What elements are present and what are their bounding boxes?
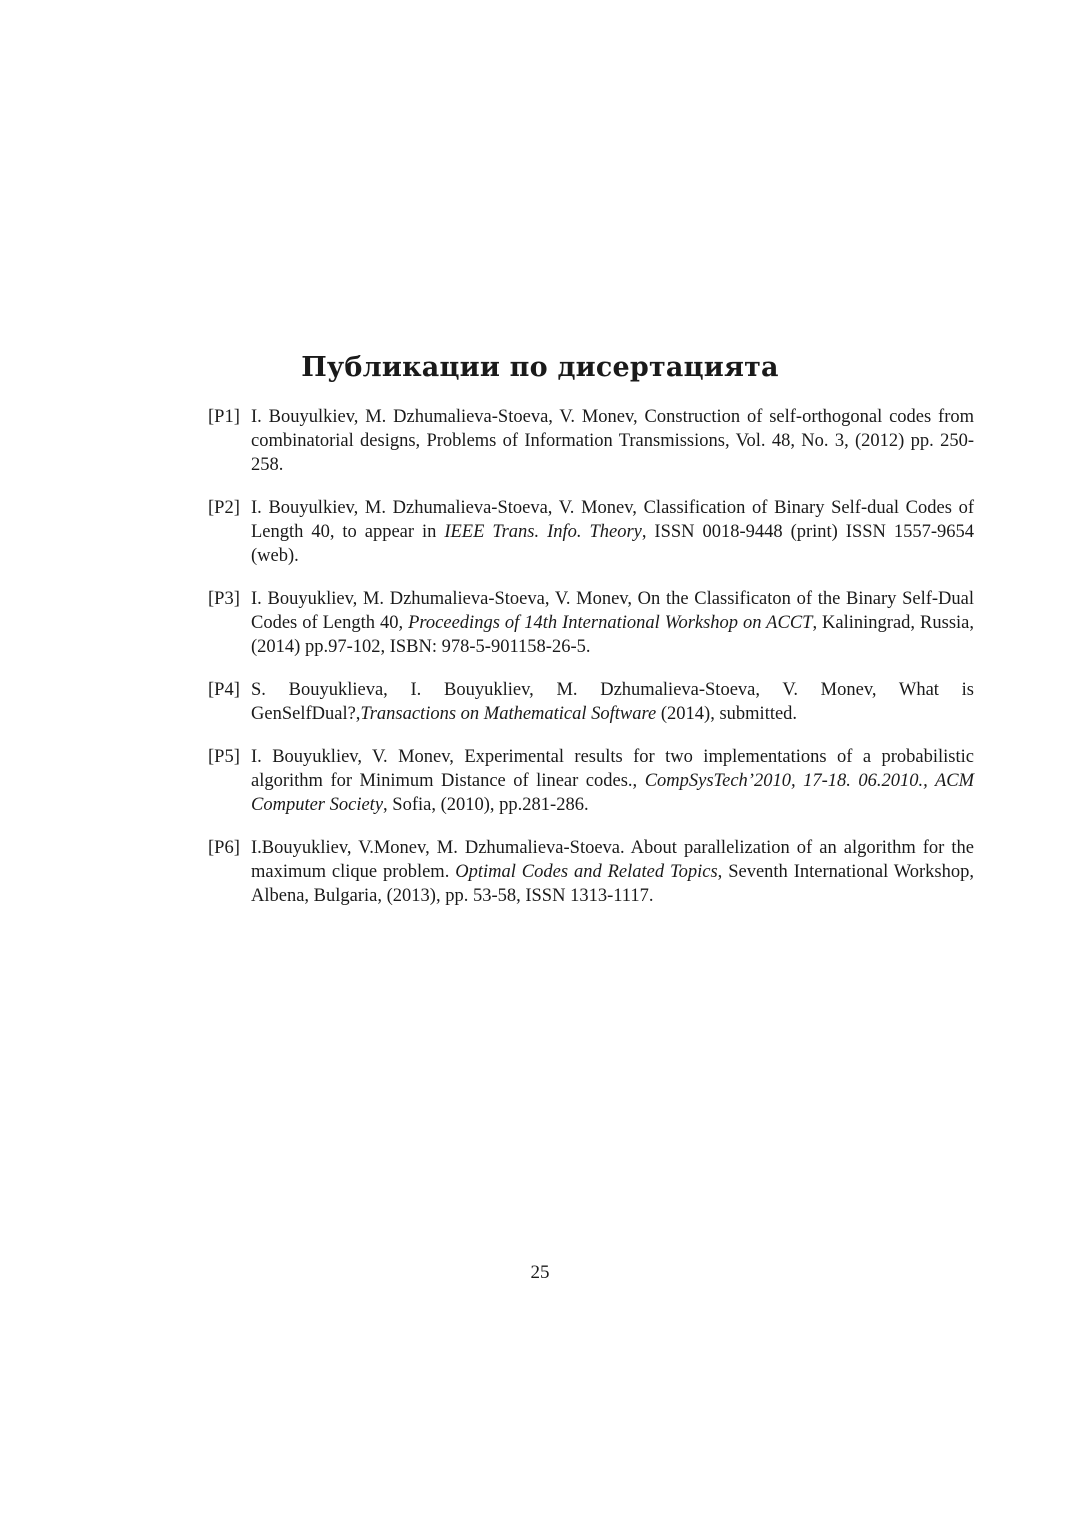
reference-item: [208, 678, 974, 726]
reference-text: S. Bouyuklieva, I. Bouyukliev, M. Dzhumalieva-Stoeva, V. Monev, What is GenSelfDual?,: [251, 680, 974, 724]
reference-label: [P6]: [208, 838, 240, 858]
reference-item: [208, 405, 974, 477]
reference-item: [208, 496, 974, 568]
reference-text: I. Bouyukliev, V. Monev, Experimental results for two implementations of a probabilistic algorithm for Minimum Distance of linear codes.,: [251, 747, 974, 791]
page-number: 25: [530, 1262, 550, 1283]
reference-text-tail: , Seventh International Workshop, Albena, Bulgaria, (2013), pp. 53-58, ISSN 1313-1117.: [251, 862, 975, 906]
reference-item: [208, 587, 974, 659]
reference-venue: IEEE Trans. Info. Theory: [444, 522, 642, 542]
reference-venue: Optimal Codes and Related Topics: [455, 862, 718, 882]
reference-text-tail: , Kaliningrad, Russia, (2014) pp.97-102, ISBN: 978-5-901158-26-5.: [251, 613, 974, 657]
reference-text: I. Bouyukliev, M. Dzhumalieva-Stoeva, V. Monev, On the Classificaton of the Binary Self-Dual Codes of Length 40,: [251, 589, 974, 633]
reference-label: [P2]: [208, 498, 240, 518]
reference-text-tail: , ISSN 0018-9448 (print) ISSN 1557-9654 (web).: [251, 522, 974, 566]
reference-venue: Proceedings of 14th International Workshop on ACCT: [408, 613, 813, 633]
reference-text: I.Bouyukliev, V.Monev, M. Dzhumalieva-Stoeva. About parallelization of an algorithm for the maximum clique problem.: [251, 838, 974, 882]
reference-text: I. Bouyulkiev, M. Dzhumalieva-Stoeva, V. Monev, Construction of self-orthogonal codes from combinatorial designs, Problems of Information Transmissions, Vol. 48, No. 3, (2012) pp. 250-258.: [251, 407, 974, 475]
reference-label: [P3]: [208, 589, 240, 609]
reference-venue: CompSysTech’2010, 17-18. 06.2010., ACM Computer Society: [251, 771, 974, 815]
reference-list: [208, 405, 974, 927]
reference-text: I. Bouyulkiev, M. Dzhumalieva-Stoeva, V. Monev, Classification of Binary Self-dual Codes of Length 40, to appear in: [251, 498, 974, 542]
reference-label: [P1]: [208, 407, 240, 427]
reference-label: [P4]: [208, 680, 240, 700]
reference-item: [208, 745, 974, 817]
reference-venue: Transactions on Mathematical Software: [360, 704, 657, 724]
reference-text-tail: , Sofia, (2010), pp.281-286.: [383, 795, 589, 815]
reference-item: [208, 836, 974, 908]
reference-text-tail: (2014), submitted.: [656, 704, 798, 724]
page-title: Публикации по дисертацията: [301, 352, 779, 384]
reference-label: [P5]: [208, 747, 240, 767]
